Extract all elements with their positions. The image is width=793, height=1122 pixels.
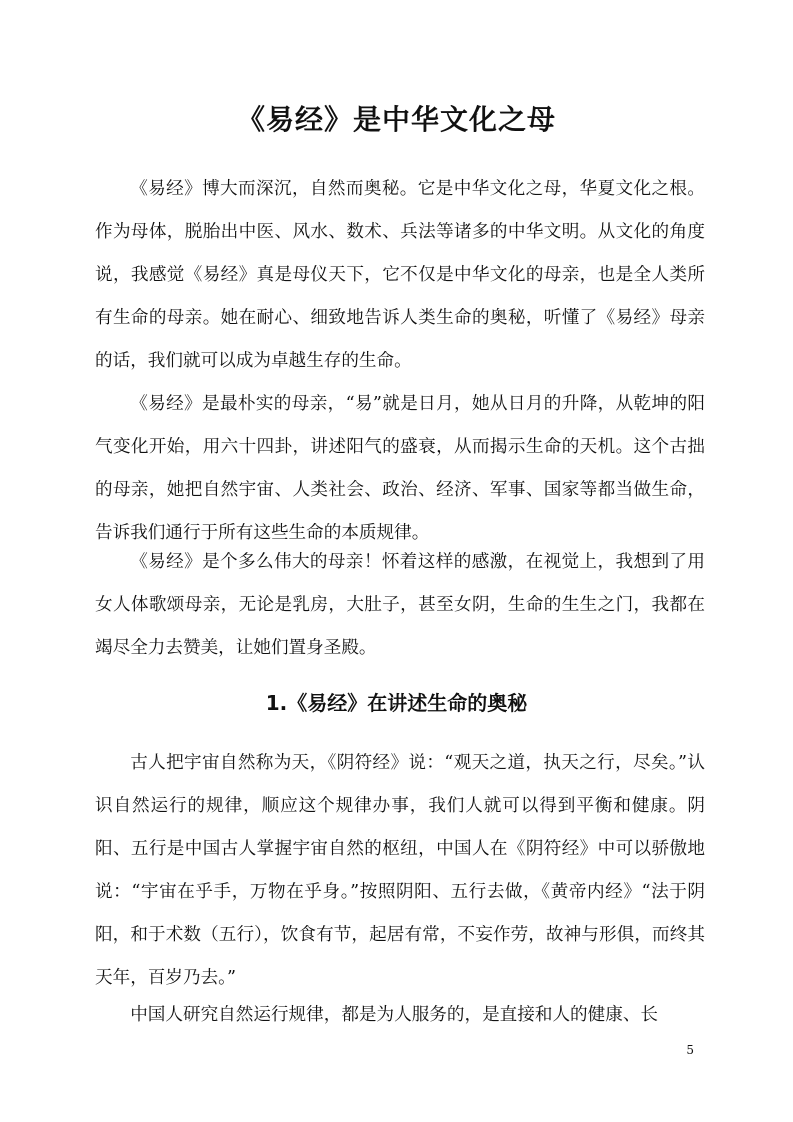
- body-paragraph: 《易经》博大而深沉，自然而奥秘。它是中华文化之母，华夏文化之根。作为母体，脱胎出中医、风水、数术、兵法等诸多的中华文明。从文化的角度说，我感觉《易经》真是母仪天下，它不仅是中华文化的母亲，也是全人类所有生命的母亲。她在耐心、细致地告诉人类生命的奥秘，听懂了《易经》母亲的话，我们就可以成为卓越生存的生命。: [95, 179, 705, 371]
- body-paragraph: 《易经》是个多么伟大的母亲！怀着这样的感激，在视觉上，我想到了用女人体歌颂母亲，无论是乳房，大肚子，甚至女阴，生命的生生之门，我都在竭尽全力去赞美，让她们置身圣殿。: [95, 552, 705, 658]
- section-paragraph: 中国人研究自然运行规律，都是为人服务的，是直接和人的健康、长: [130, 1005, 659, 1025]
- body-paragraph: 《易经》是最朴实的母亲，“易”就是日月，她从日月的升降，从乾坤的阳气变化开始，用六十四卦，讲述阳气的盛衰，从而揭示生命的天机。这个古拙的母亲，她把自然宇宙、人类社会、政治、经济、军事、国家等都当做生命，告诉我们通行于所有这些生命的本质规律。: [95, 394, 705, 543]
- section-paragraph: 古人把宇宙自然称为天，《阴符经》说：“观天之道，执天之行，尽矣。”认识自然运行的规律，顺应这个规律办事，我们人就可以得到平衡和健康。阴阳、五行是中国古人掌握宇宙自然的枢纽，中国人在《阴符经》中可以骄傲地说：“宇宙在乎手，万物在乎身。”按照阴阳、五行去做，《黄帝内经》“法于阴阳，和于术数（五行），饮食有节，起居有常，不妄作劳，故神与形俱，而终其天年，百岁乃去。”: [95, 753, 705, 988]
- page-title: 《易经》是中华文化之母: [236, 103, 556, 136]
- page-number: 5: [686, 1043, 694, 1057]
- section-heading: 1.《易经》在讲述生命的奥秘: [265, 691, 528, 715]
